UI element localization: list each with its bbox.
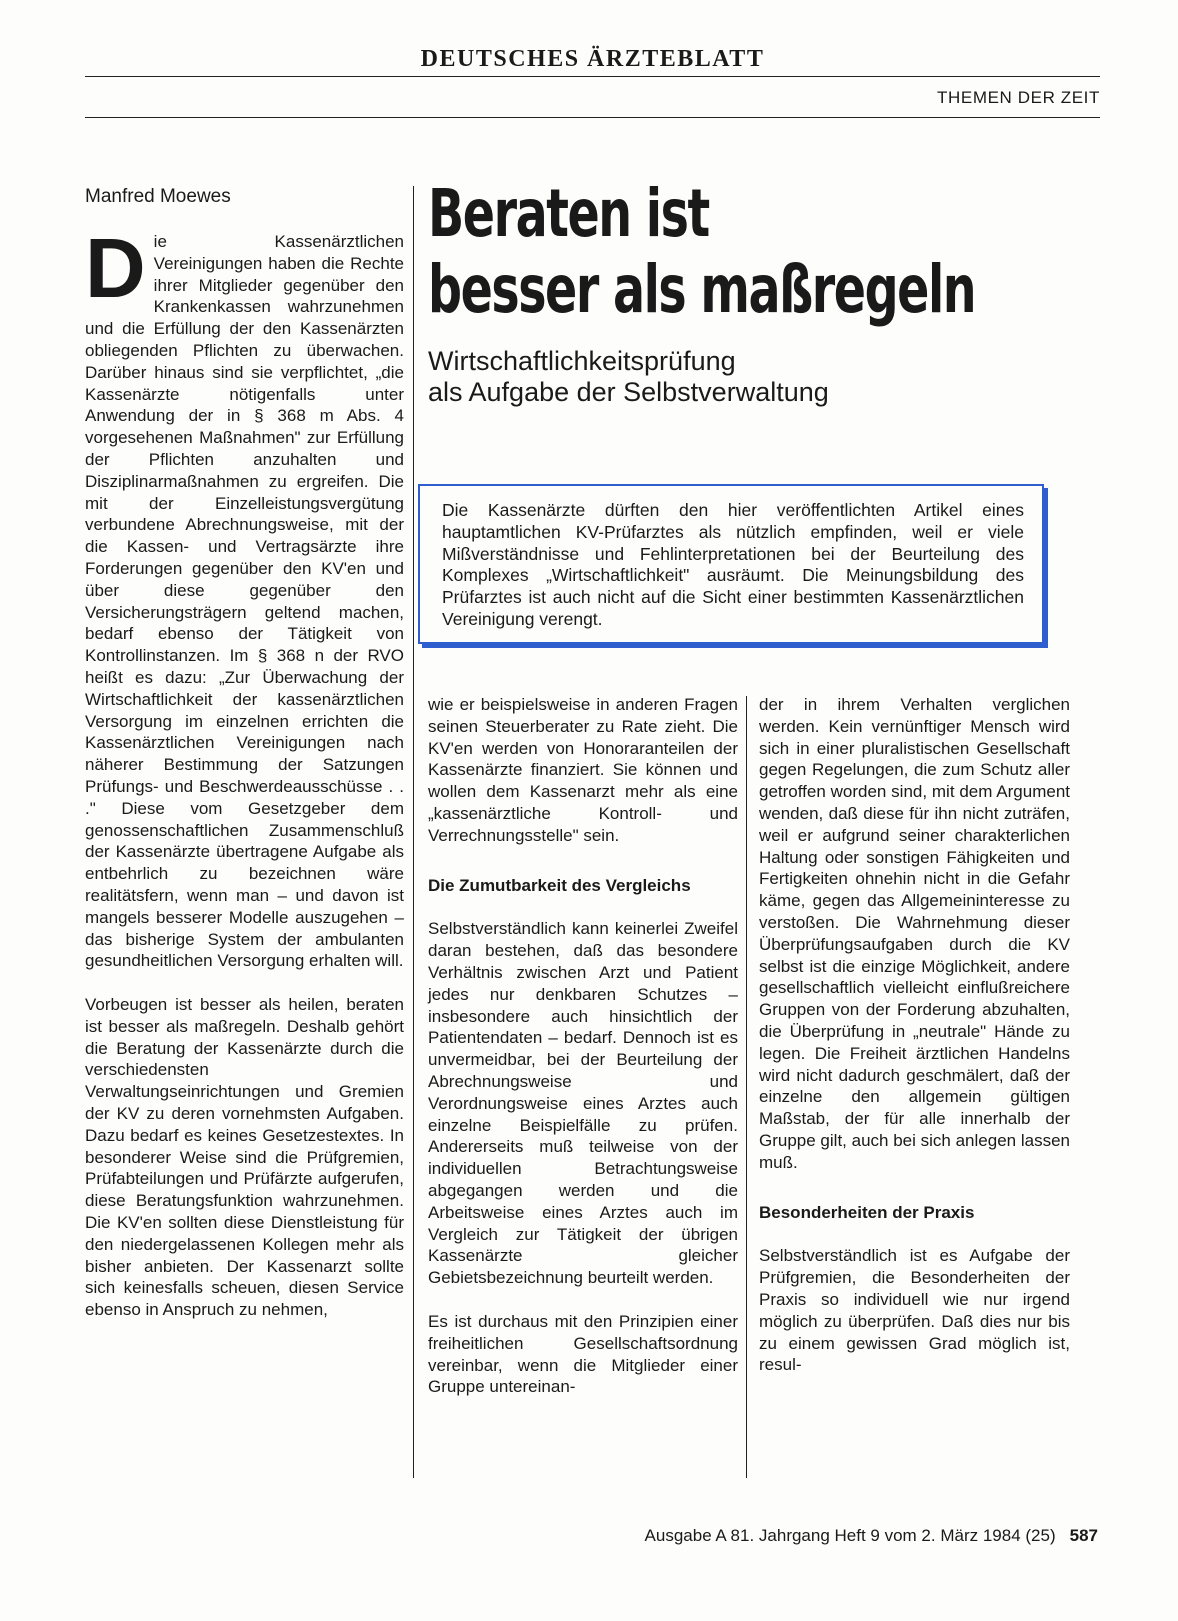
page-footer [645, 1526, 1098, 1546]
section-heading-practice: Besonderheiten der Praxis [759, 1202, 975, 1222]
section-label: THEMEN DER ZEIT [937, 88, 1100, 107]
column-1-paragraph-1 [85, 221, 404, 972]
column-1-paragraph-2: Vorbeugen ist besser als heilen, beraten ist besser als maßregeln. Deshalb gehört die Beratung der Kassenärzte durch die verschiedensten Verwaltungseinrichtungen und Gremien der KV zu deren vornehmsten Aufgaben. Dazu bedarf es keines Gesetzestextes. In besonderer Weise sind die Prüfgremien, Prüfabteilungen und Prüfärzte aufgerufen, diese Beratungsfunktion wahrzunehmen. Die KV'en sollten diese Dienstleistung für den niedergelassenen Kollegen mehr als bisher anbieten. Der Kassenarzt sollte sich keinesfalls scheuen, diesen Service ebenso in Anspruch zu nehmen, [85, 995, 404, 1320]
author-name: Manfred Moewes [85, 186, 231, 207]
page-number: 587 [1069, 1526, 1098, 1545]
article-subtitle [428, 346, 1028, 408]
section-rule [85, 117, 1100, 118]
column-2-paragraph-3: Es ist durchaus mit den Prinzipien einer freiheitlichen Gesellschaftsordnung vereinbar, wenn die Mitglieder einer Gruppe untereinan- [428, 1311, 738, 1397]
column-2-paragraph-1: wie er beispielsweise in anderen Fragen seinen Steuerberater zu Rate zieht. Die KV'en werden von Honoraranteilen der Kassenärzte finanziert. Sie können und wollen dem Kassenarzt mehr als eine „kassenärztliche Kontroll- und Verrechnungsstelle" sein. [428, 695, 738, 845]
column-2-paragraph-2: Selbstverständlich kann keinerlei Zweifel daran bestehen, daß das besondere Verhältnis zwischen Arzt und Patient jedes nur denkbaren Schutzes – insbesondere auch hinsichtlich der Patientendaten – bedarf. Dennoch ist es unvermeidbar, bei der Beurteilung der Abrechnungsweise und Verordnungsweise eines Arztes auch einzelne Beispielfälle zu prüfen. Andererseits muß teilweise von der individuellen Betrachtungsweise abgegangen werden und die Arbeitsweise eines Arztes auch im Vergleich zur Tätigkeit der übrigen Kassenärzte gleicher Gebietsbezeichnung beurteilt werden. [428, 919, 738, 1288]
masthead: DEUTSCHES ÄRZTEBLATT [420, 46, 765, 72]
column-3-paragraph-2: Selbstverständlich ist es Aufgabe der Prüfgremien, die Besonderheiten der Praxis so individuell wie nur irgend möglich zu überprüfen. Daß dies nur bis zu einem gewissen Grad möglich ist, resul- [759, 1246, 1070, 1375]
article-column-1 [85, 221, 404, 1321]
drop-cap: D [85, 221, 146, 315]
subtitle-line-1: Wirtschaftlichkeitsprüfung [428, 346, 736, 376]
headline-line-2: besser als maßregeln [428, 251, 976, 328]
article-column-2 [428, 694, 738, 1398]
article-column-3 [759, 694, 1070, 1376]
masthead-rule [85, 76, 1100, 77]
column-divider-1 [413, 186, 414, 1478]
headline-line-1: Beraten ist [428, 175, 709, 252]
article-headline [428, 175, 976, 328]
issue-info: Ausgabe A 81. Jahrgang Heft 9 vom 2. März 1984 (25) [644, 1526, 1056, 1545]
section-heading-comparison: Die Zumutbarkeit des Vergleichs [428, 875, 691, 895]
column-divider-2 [746, 696, 747, 1478]
column-1-paragraph-1-text: ie Kassenärztlichen Vereinigungen haben die Rechte ihrer Mitglieder gegenüber den Krankenkassen wahrzunehmen und die Erfüllung der den Kassenärzten obliegenden Pflichten zu überwachen. Darüber hinaus sind sie verpflichtet, „die Kassenärzte nötigenfalls unter Anwendung der in § 368 m Abs. 4 vorgesehenen Maßnahmen" zur Erfüllung der Pflichten anzuhalten und Disziplinarmaßnahmen zu ergreifen. Die mit der Einzelleistungsvergütung verbundene Abrechnungsweise, mit der die Kassen- und Vertragsärzte ihre Forderungen gegenüber den KV'en und über diese gegenüber den Versicherungsträgern geltend machen, bedarf ebenso der Tätigkeit von Kontrollinstanzen. Im § 368 n der RVO heißt es dazu: „Zur Überwachung der Wirtschaftlichkeit der kassenärztlichen Versorgung im einzelnen errichten die Kassenärztlichen Vereinigungen nach näherer Bestimmung der Satzungen Prüfungs- und Beschwerdeausschüsse . . ." Diese vom Gesetzgeber dem genossenschaftlichen Zusammenschluß der Kassenärzte übertragene Aufgabe als entbehrlich zu bezeichnen wäre realitätsfern, wenn man – und davon ist mangels besserer Modelle auszugehen – das bisherige System der ambulanten gesundheitlichen Versorgung erhalten will. [85, 232, 404, 971]
subtitle-line-2: als Aufgabe der Selbstverwaltung [428, 377, 829, 407]
column-3-paragraph-1: der in ihrem Verhalten verglichen werden. Kein vernünftiger Mensch wird sich in einer pluralistischen Gesellschaft gegen Regelungen, die zum Schutz aller getroffen worden sind, mit dem Argument wenden, daß diese für ihn nicht zuträfen, weil er aufgrund seiner charakterlichen Haltung oder sonstigen Fähigkeiten und Fertigkeiten ohnehin nicht in die Gefahr käme, gegen das Allgemeininteresse zu verstoßen. Die Wahrnehmung dieser Überprüfungsaufgaben durch die KV selbst ist die einzige Möglichkeit, andere gesellschaftlich vielleicht einflußreichere Gruppen von der Forderung abzuhalten, die Überprüfung in „neutrale" Hände zu legen. Die Freiheit ärztlichen Handelns wird nicht dadurch geschmälert, daß der einzelne den allgemein gültigen Maßstab, der für alle innerhalb der Gruppe gilt, auch bei sich anlegen lassen muß. [759, 695, 1070, 1172]
intro-box: Die Kassenärzte dürften den hier veröffentlichten Artikel eines hauptamtlichen KV-Prüfarztes als nützlich empfinden, weil er viele Mißverständnisse und Fehlinterpretationen bei der Beurteilung des Komplexes „Wirtschaftlichkeit" ausräumt. Die Meinungsbildung des Prüfarztes ist auch nicht auf die Sicht einer bestimmten Kassenärztlichen Vereinigung verengt. [418, 484, 1044, 644]
